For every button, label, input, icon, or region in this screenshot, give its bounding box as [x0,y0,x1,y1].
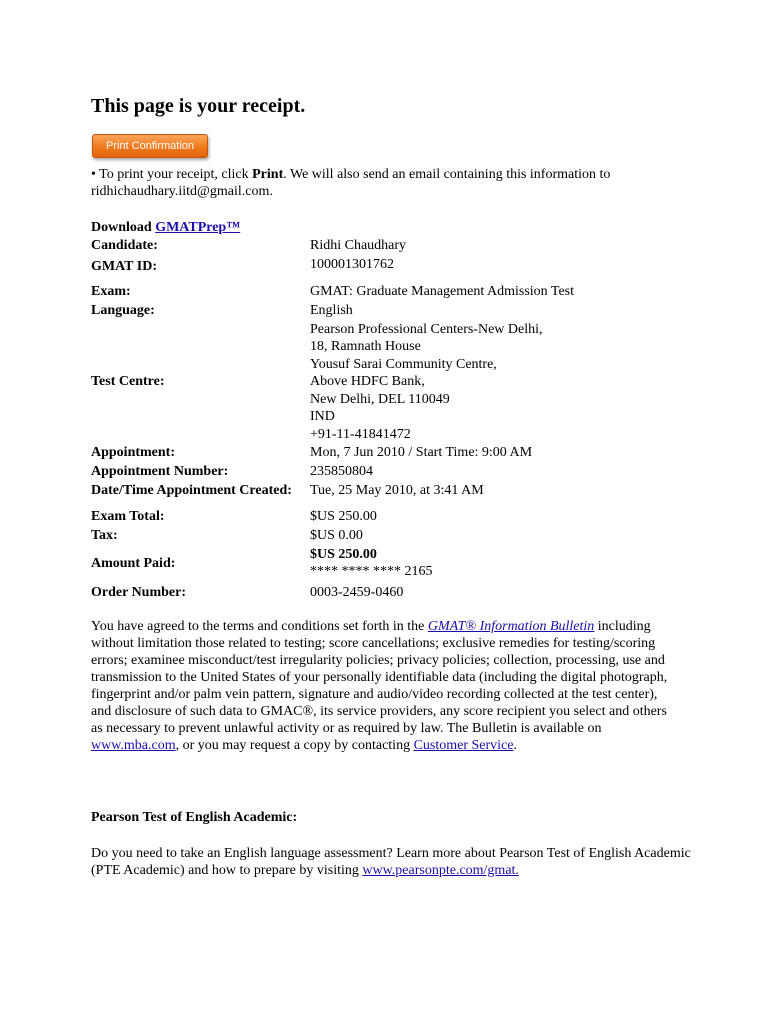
test-centre-line: 18, Ramnath House [310,339,421,354]
amount-paid-label: Amount Paid: [91,556,176,571]
amount-paid-value: $US 250.00 [310,547,377,562]
print-word: Print [252,167,284,182]
terms-text: . [513,738,517,753]
test-centre-line: New Delhi, DEL 110049 [310,392,450,407]
test-centre-label: Test Centre: [91,374,165,389]
terms-paragraph [91,618,681,754]
order-number-label: Order Number: [91,585,186,600]
exam-value: GMAT: Graduate Management Admission Test [310,284,575,299]
appointment-created-label: Date/Time Appointment Created: [91,483,292,498]
language-value: English [310,303,353,318]
exam-total-label: Exam Total: [91,509,165,524]
gmat-id-value: 100001301762 [310,257,394,272]
card-number: **** **** **** 2165 [310,564,433,579]
appointment-number-value: 235850804 [310,464,373,479]
gmat-bulletin-link[interactable]: GMAT® Information Bulletin [427,619,595,634]
test-centre-line: IND [310,409,335,424]
terms-text: including without limitation those related to testing; score cancellations; exclusive remedies for testing/scoring errors; examinee misconduct/test irregularity policies; privacy policies; collection, processing, use and transmission to the United States of your personally identifiable data (including the digital photograph, fingerprint and/or palm vein pattern, signature and audio/video recording collected at the test center), and disclosure of such data to GMAC®, its service providers, any score recipient you select and others as necessary to prevent unlawful activity or as required by law. The Bulletin is available on [91,619,668,736]
intro-prefix: To print your receipt, click [95,167,253,182]
gmatprep-link[interactable]: GMATPrep™ [155,220,241,235]
exam-total-value: $US 250.00 [310,509,377,524]
exam-label: Exam: [91,284,131,299]
language-label: Language: [91,303,155,318]
customer-service-link[interactable]: Customer Service [413,738,514,753]
download-label: Download [91,220,156,235]
pte-paragraph [91,845,691,879]
mba-link[interactable]: www.mba.com [91,738,176,753]
tax-label: Tax: [91,528,118,543]
candidate-label: Candidate: [91,238,158,253]
appointment-label: Appointment: [91,445,176,460]
candidate-value: Ridhi Chaudhary [310,238,407,253]
print-confirmation-button[interactable]: Print Confirmation [92,134,208,158]
print-instructions [91,166,691,200]
test-centre-line: Pearson Professional Centers-New Delhi, [310,322,543,337]
pte-heading: Pearson Test of English Academic: [91,810,298,825]
test-centre-line: Above HDFC Bank, [310,374,425,389]
test-centre-line: Yousuf Sarai Community Centre, [310,357,497,372]
pte-text: Do you need to take an English language assessment? Learn more about Pearson Test of English Academic (PTE Academic) and how to prepare by visiting [91,846,691,878]
bullet: • [91,167,96,182]
intro-suffix: . We will also send an email containing this information to ridhichaudhary.iitd@gmail.com. [91,167,611,199]
pearsonpte-link[interactable]: www.pearsonpte.com/gmat. [362,863,519,878]
terms-text: , or you may request a copy by contacting [175,738,414,753]
order-number-value: 0003-2459-0460 [310,585,404,600]
gmat-id-label: GMAT ID: [91,259,157,274]
test-centre-line: +91-11-41841472 [310,427,411,442]
page-title: This page is your receipt. [91,95,306,117]
appointment-created-value: Tue, 25 May 2010, at 3:41 AM [310,483,484,498]
terms-text: You have agreed to the terms and conditions set forth in the [91,619,428,634]
appointment-number-label: Appointment Number: [91,464,229,479]
tax-value: $US 0.00 [310,528,363,543]
appointment-value: Mon, 7 Jun 2010 / Start Time: 9:00 AM [310,445,533,460]
download-line [91,219,240,236]
